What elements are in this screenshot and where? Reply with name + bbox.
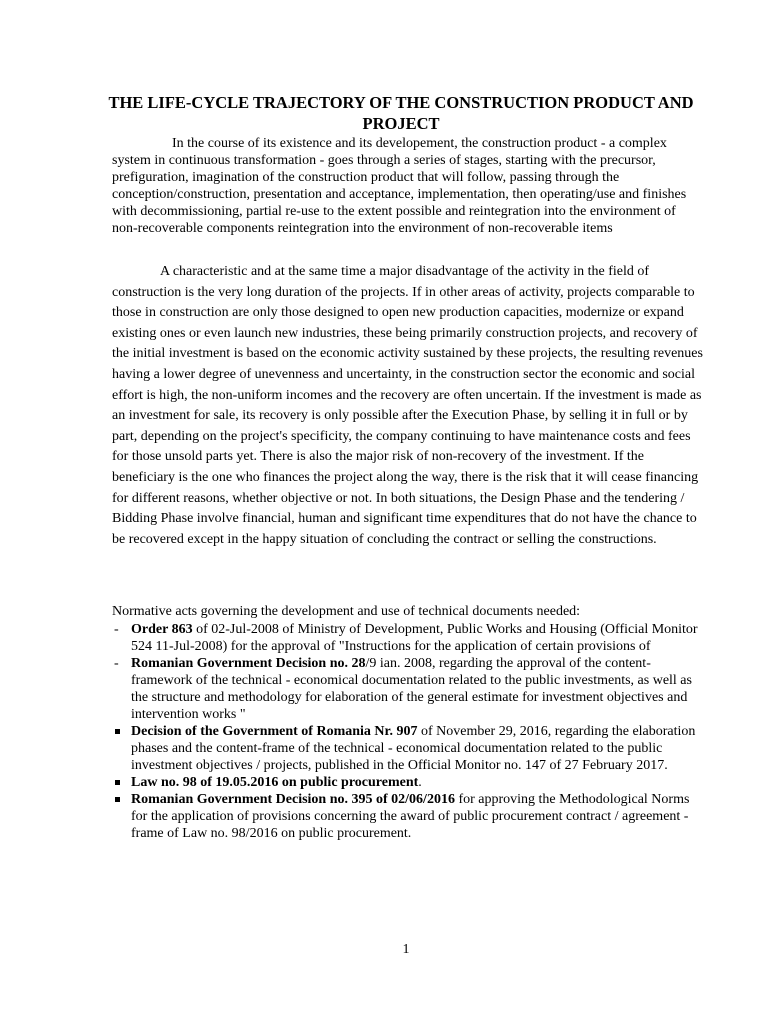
act-title: Order 863 — [131, 622, 193, 637]
act-description: /9 ian. 2008, regarding the approval of the content-framework of the technical - economical documentation related to the public investments, as well as the structure and methodology for elaboration of the general estimate for investment objectives and intervention works " — [131, 656, 692, 722]
page-number: 1 — [402, 942, 410, 957]
paragraph-characteristic: A characteristic and at the same time a major disadvantage of the activity in the field of construction is the very long duration of the projects. If in other areas of activity, projects comparable to those in construction are only those designed to open new production capacities, modernize or expand existing ones or even launch new industries, these being primarily construction projects, and recovery of the initial investment is based on the economic activity sustained by these projects, the resulting revenues having a lower degree of unevenness and uncertainty, in the construction sector the economic and social effort is high, the non-uniform incomes and the recovery are often uncertain. If the investment is made as an investment for sale, its recovery is only possible after the Execution Phase, by selling it in full or by part, depending on the project's specificity, the company continuing to have maintenance costs and fees for those unsold parts yet. There is also the major risk of non-recovery of the investment. If the beneficiary is the one who finances the project along the way, there is the risk that it will cease financing for different reasons, whether objective or not. In both situations, the Design Phase and the tendering / Bidding Phase involve financial, human and significant time expenditures that do not have the chance to be recovered except in the happy situation of concluding the contract or selling the constructions. — [112, 264, 703, 547]
act-title: Romanian Government Decision no. 28 — [131, 656, 366, 671]
act-title: Decision of the Government of Romania Nr. 907 — [131, 724, 418, 739]
dash-bullet: - — [114, 622, 119, 637]
act-title: Law no. 98 of 19.05.2016 on public procurement — [131, 775, 419, 790]
document-title: THE LIFE-CYCLE TRAJECTORY OF THE CONSTRUCTION PRODUCT AND PROJECT — [108, 93, 694, 133]
normative-acts-list — [112, 621, 707, 842]
act-description: for approving the Methodological Norms for the application of provisions concerning the award of public procurement contract / agreement - frame of Law no. 98/2016 on public procurement. — [131, 792, 690, 841]
list-item — [112, 774, 707, 791]
list-item — [112, 791, 707, 842]
list-item — [112, 723, 707, 774]
square-bullet-icon — [115, 729, 120, 734]
normative-acts-intro: Normative acts governing the development and use of technical documents needed: — [112, 604, 581, 619]
list-item — [112, 655, 707, 723]
act-description: . — [418, 775, 422, 790]
dash-bullet: - — [114, 656, 119, 671]
act-description: of November 29, 2016, regarding the elaboration phases and the content-frame of the technical - economical documentation related to the public investment objectives / projects, published in the Official Monitor no. 147 of 27 February 2017. — [131, 724, 696, 773]
paragraph-intro: In the course of its existence and its developement, the construction product - a complex system in continuous transformation - goes through a series of stages, starting with the precursor, prefiguration, imagination of the construction product that will follow, passing through the conception/construction, presentation and acceptance, implementation, then operating/use and finishes with decommissioning, partial re-use to the extent possible and reintegration into the environment of non-recoverable components reintegration into the environment of non-recoverable items — [112, 136, 687, 236]
square-bullet-icon — [115, 797, 120, 802]
square-bullet-icon — [115, 780, 120, 785]
act-title: Romanian Government Decision no. 395 of 02/06/2016 — [131, 792, 455, 807]
act-description: of 02-Jul-2008 of Ministry of Development, Public Works and Housing (Official Monitor 524 11-Jul-2008) for the approval of "Instructions for the application of certain provisions of — [131, 622, 698, 654]
list-item — [112, 621, 707, 655]
